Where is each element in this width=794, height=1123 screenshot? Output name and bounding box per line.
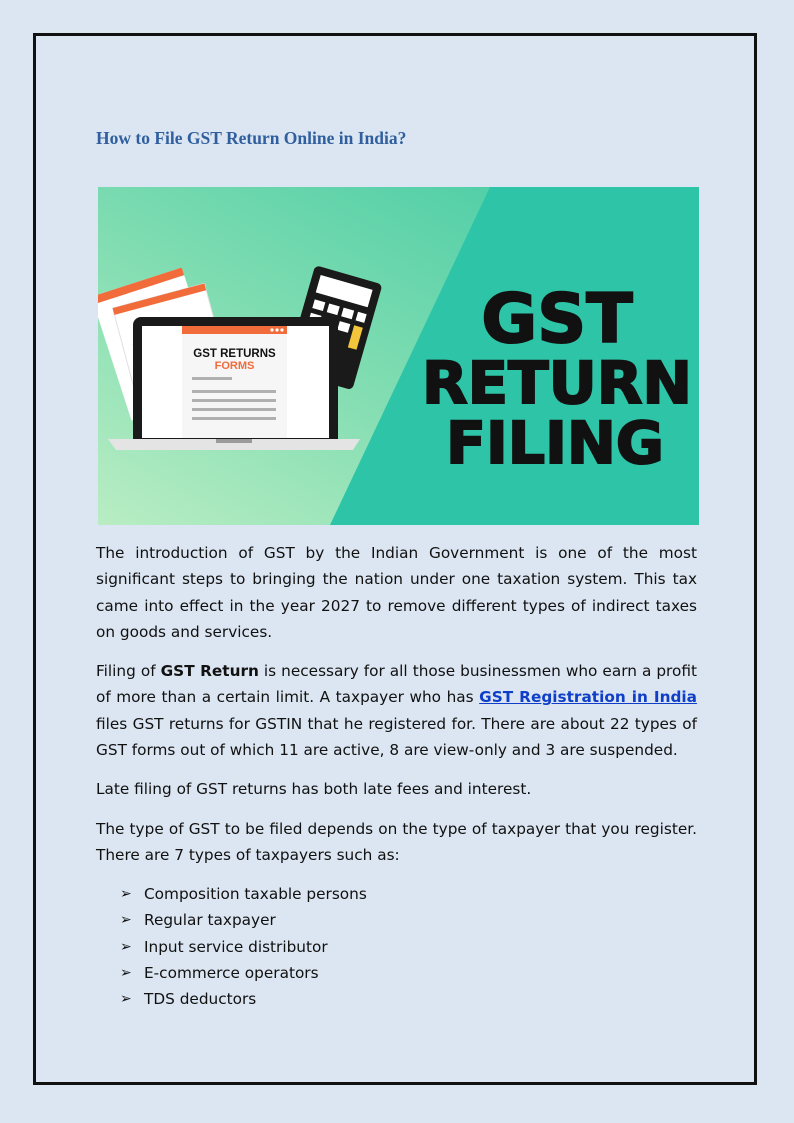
- arrow-bullet-icon: ➢: [120, 938, 132, 955]
- screen-title: GST RETURNS: [193, 348, 276, 360]
- late-filing-paragraph: Late filing of GST returns has both late fees and interest.: [96, 780, 532, 799]
- list-item: ➢ E-commerce operators: [120, 960, 697, 986]
- banner-text-filing: FILING: [446, 409, 664, 477]
- page-title: How to File GST Return Online in India?: [96, 128, 407, 148]
- intro-paragraph: The introduction of GST by the Indian Government is one of the most significant steps to bringing the nation under one taxation system. This tax came into effect in the year 2027 to remove different types of indirect taxes on goods and services.: [96, 544, 697, 641]
- list-item: ➢ TDS deductors: [120, 986, 697, 1012]
- arrow-bullet-icon: ➢: [120, 886, 132, 903]
- screen-subtitle: FORMS: [214, 360, 255, 372]
- filing-paragraph: Filing of GST Return is necessary for all those businessmen who earn a profit of more than a certain limit. A taxpayer who has GST Registration in India files GST returns for GSTIN that he registered for. There are about 22 types of GST forms out of which 11 are active, 8 are view-only and 3 are suspended.: [96, 662, 697, 760]
- list-item: ➢ Regular taxpayer: [120, 907, 697, 933]
- arrow-bullet-icon: ➢: [120, 964, 132, 981]
- article-body: [96, 540, 697, 1012]
- list-item: ➢ Input service distributor: [120, 934, 697, 960]
- gst-banner-image: [98, 187, 699, 525]
- taxpayer-types-intro: The type of GST to be filed depends on the type of taxpayer that you register. There are 7 types of taxpayers such as:: [96, 819, 697, 864]
- arrow-bullet-icon: ➢: [120, 912, 132, 929]
- gst-registration-link[interactable]: GST Registration in India: [479, 688, 697, 707]
- arrow-bullet-icon: ➢: [120, 991, 132, 1008]
- banner-text-gst: GST: [481, 280, 633, 359]
- gst-return-bold: GST Return: [160, 662, 259, 681]
- banner-text-return: RETURN: [422, 349, 692, 417]
- taxpayer-types-list: [96, 881, 697, 1012]
- list-item: ➢ Composition taxable persons: [120, 881, 697, 907]
